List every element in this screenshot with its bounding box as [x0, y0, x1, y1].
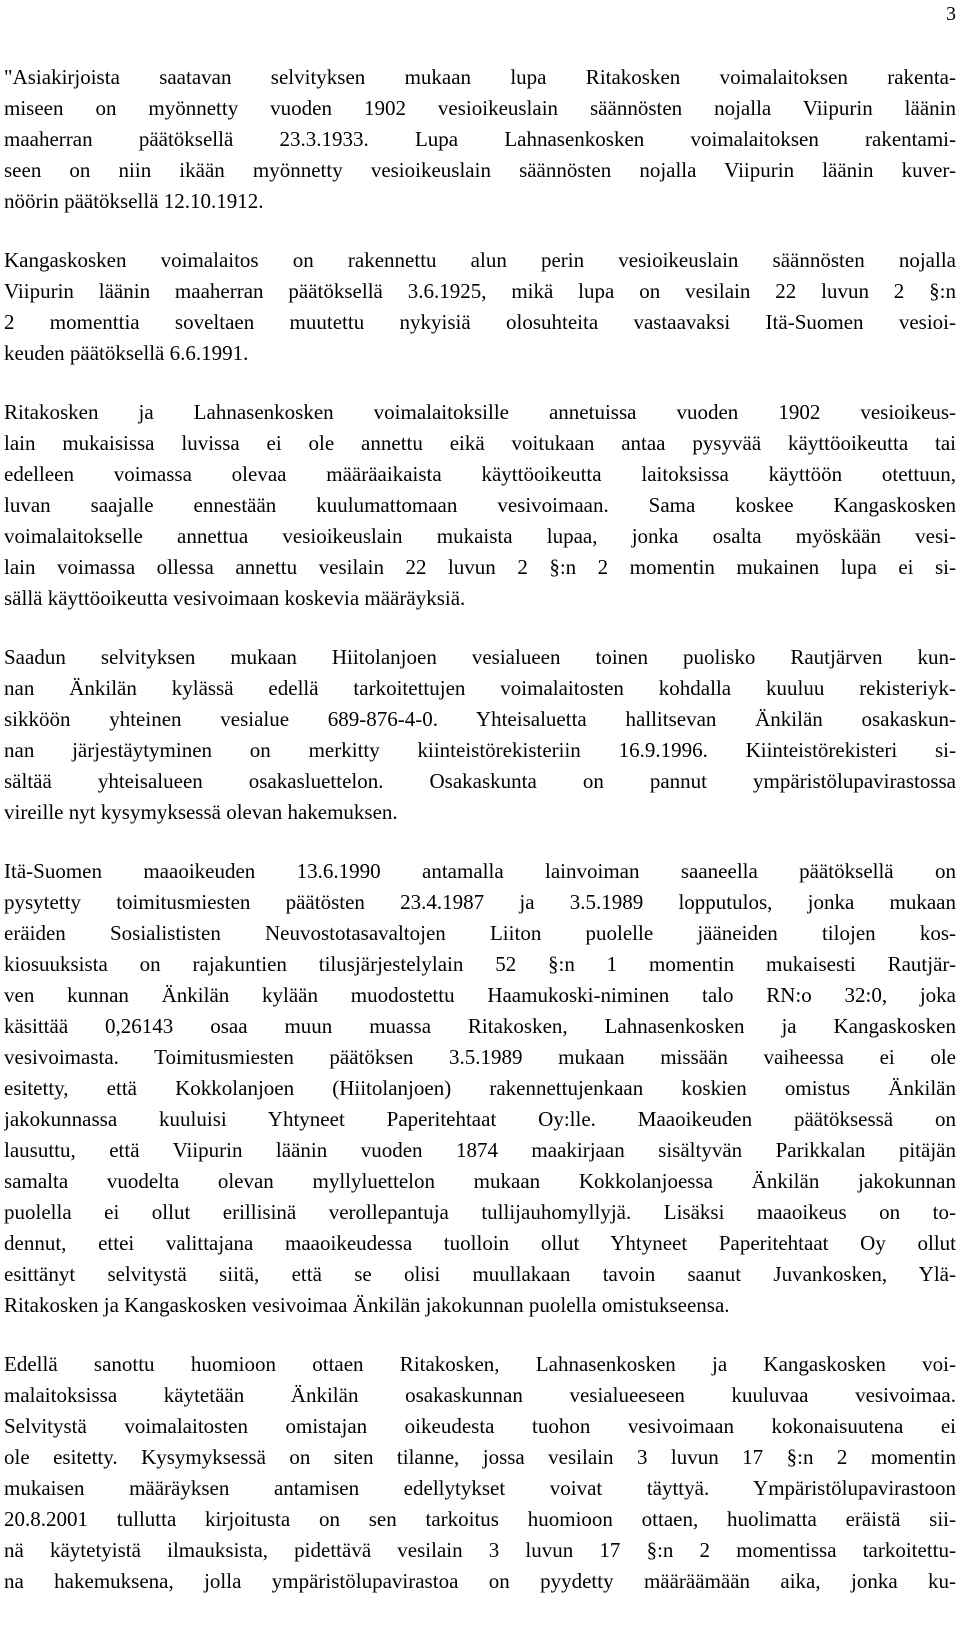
text-line: nöörin päätöksellä 12.10.1912.: [4, 189, 264, 213]
paragraph: [4, 397, 956, 614]
text-line: edelleen voimassa olevaa määräaikaista käyttöoikeutta laitoksissa käyttöön otettuun,: [4, 462, 956, 486]
text-line: dennut, ettei valittajana maaoikeudessa tuolloin ollut Yhtyneet Paperitehtaat Oy ollut: [4, 1231, 956, 1255]
paragraph: [4, 62, 956, 217]
text-line: pysytetty toimitusmiesten päätösten 23.4.1987 ja 3.5.1989 lopputulos, jonka mukaan: [4, 890, 956, 914]
page-number: 3: [946, 3, 956, 25]
text-line: lain voimassa ollessa annettu vesilain 22 luvun 2 §:n 2 momentin mukainen lupa ei si-: [4, 555, 956, 579]
text-line: vesivoimasta. Toimitusmiesten päätöksen 3.5.1989 mukaan missään vaiheessa ei ole: [4, 1045, 956, 1069]
text-line: nan Änkilän kylässä edellä tarkoitettujen voimalaitosten kohdalla kuuluu rekisteriyk-: [4, 676, 956, 700]
text-line: miseen on myönnetty vuoden 1902 vesioikeuslain säännösten nojalla Viipurin läänin: [4, 96, 956, 120]
text-line: 2 momenttia soveltaen muutettu nykyisiä olosuhteita vastaavaksi Itä-Suomen vesioi-: [4, 310, 956, 334]
paragraph: [4, 856, 956, 1321]
text-line: voimalaitokselle annettua vesioikeuslain mukaista lupaa, jonka osalta myöskään vesi-: [4, 524, 956, 548]
text-line: mukaisen määräyksen antamisen edellytykset voivat täyttyä. Ympäristölupavirastoon: [4, 1476, 956, 1500]
text-line: nan järjestäytyminen on merkitty kiinteistörekisteriin 16.9.1996. Kiinteistörekisteri si-: [4, 738, 956, 762]
text-line: jakokunnassa kuuluisi Yhtyneet Paperitehtaat Oy:lle. Maaoikeuden päätöksessä on: [4, 1107, 956, 1131]
text-line: samalta vuodelta olevan myllyluettelon mukaan Kokkolanjoessa Änkilän jakokunnan: [4, 1169, 956, 1193]
text-line: luvan saajalle ennestään kuulumattomaan vesivoimaan. Sama koskee Kangaskosken: [4, 493, 956, 517]
text-line: ven kunnan Änkilän kylään muodostettu Haamukoski-niminen talo RN:o 32:0, joka: [4, 983, 956, 1007]
text-line: puolella ei ollut erillisinä verollepantuja tullijauhomyllyjä. Lisäksi maaoikeus on to-: [4, 1200, 956, 1224]
text-line: 20.8.2001 tullutta kirjoitusta on sen tarkoitus huomioon ottaen, huolimatta eräistä sii-: [4, 1507, 956, 1531]
text-line: Saadun selvityksen mukaan Hiitolanjoen vesialueen toinen puolisko Rautjärven kun-: [4, 645, 956, 669]
text-line: sällä käyttöoikeutta vesivoimaan koskevia määräyksiä.: [4, 586, 466, 610]
text-line: sältää yhteisalueen osakasluettelon. Osakaskunta on pannut ympäristölupavirastossa: [4, 769, 956, 793]
text-line: Ritakosken ja Lahnasenkosken voimalaitoksille annetuissa vuoden 1902 vesioikeus-: [4, 400, 956, 424]
paragraph: [4, 245, 956, 369]
text-line: keuden päätöksellä 6.6.1991.: [4, 341, 249, 365]
text-line: kiosuuksista on rajakuntien tilusjärjestelylain 52 §:n 1 momentin mukaisesti Rautjär-: [4, 952, 956, 976]
text-line: maaherran päätöksellä 23.3.1933. Lupa Lahnasenkosken voimalaitoksen rakentami-: [4, 127, 956, 151]
text-line: "Asiakirjoista saatavan selvityksen mukaan lupa Ritakosken voimalaitoksen rakenta-: [4, 65, 956, 89]
paragraph: [4, 1349, 956, 1597]
text-line: vireille nyt kysymyksessä olevan hakemuksen.: [4, 800, 398, 824]
text-line: na hakemuksena, jolla ympäristölupavirastoa on pyydetty määräämään aika, jonka ku-: [4, 1569, 956, 1593]
text-line: eräiden Sosialististen Neuvostotasavaltojen Liiton puolelle jääneiden tilojen kos-: [4, 921, 956, 945]
text-line: malaitoksissa käytetään Änkilän osakaskunnan vesialueeseen kuuluvaa vesivoimaa.: [4, 1383, 956, 1407]
text-line: lausuttu, että Viipurin läänin vuoden 1874 maakirjaan sisältyvän Parikkalan pitäjän: [4, 1138, 956, 1162]
text-line: Viipurin läänin maaherran päätöksellä 3.6.1925, mikä lupa on vesilain 22 luvun 2 §:n: [4, 279, 956, 303]
text-line: Ritakosken ja Kangaskosken vesivoimaa Änkilän jakokunnan puolella omistukseensa.: [4, 1293, 730, 1317]
text-line: Edellä sanottu huomioon ottaen Ritakosken, Lahnasenkosken ja Kangaskosken voi-: [4, 1352, 956, 1376]
text-line: Itä-Suomen maaoikeuden 13.6.1990 antamalla lainvoiman saaneella päätöksellä on: [4, 859, 956, 883]
paragraph: [4, 642, 956, 828]
text-line: sikköön yhteinen vesialue 689-876-4-0. Yhteisaluetta hallitsevan Änkilän osakaskun-: [4, 707, 956, 731]
document-body: [4, 62, 956, 1625]
text-line: lain mukaisissa luvissa ei ole annettu eikä voitukaan antaa pysyvää käyttöoikeutta tai: [4, 431, 956, 455]
text-line: seen on niin ikään myönnetty vesioikeuslain säännösten nojalla Viipurin läänin kuver-: [4, 158, 956, 182]
text-line: Kangaskosken voimalaitos on rakennettu alun perin vesioikeuslain säännösten nojalla: [4, 248, 956, 272]
text-line: esittänyt selvitystä siitä, että se olisi muullakaan tavoin saanut Juvankosken, Ylä-: [4, 1262, 956, 1286]
text-line: käsittää 0,26143 osaa muun muassa Ritakosken, Lahnasenkosken ja Kangaskosken: [4, 1014, 956, 1038]
text-line: ole esitetty. Kysymyksessä on siten tilanne, jossa vesilain 3 luvun 17 §:n 2 momentin: [4, 1445, 956, 1469]
text-line: esitetty, että Kokkolanjoen (Hiitolanjoen) rakennettujenkaan koskien omistus Änkilän: [4, 1076, 956, 1100]
text-line: Selvitystä voimalaitosten omistajan oikeudesta tuohon vesivoimaan kokonaisuutena ei: [4, 1414, 956, 1438]
text-line: nä käytetyistä ilmauksista, pidettävä vesilain 3 luvun 17 §:n 2 momentissa tarkoitettu-: [4, 1538, 956, 1562]
